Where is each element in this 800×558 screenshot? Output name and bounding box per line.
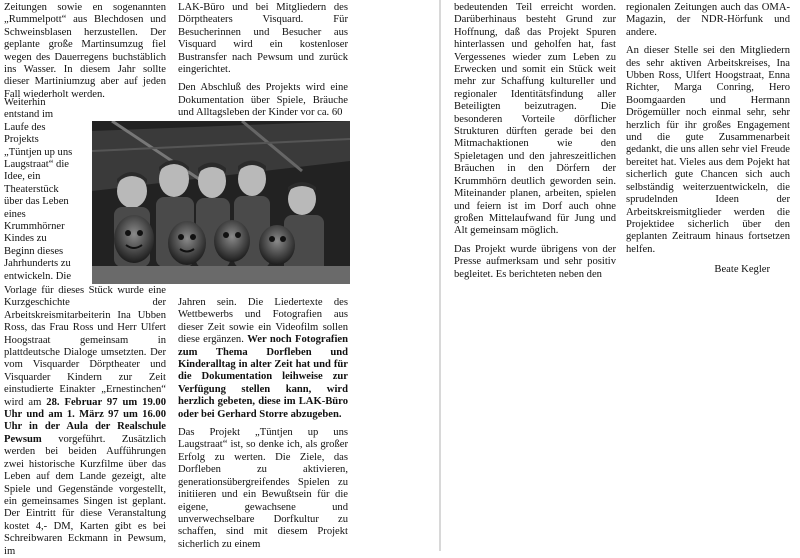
- wrap-line: Idee, ein: [4, 171, 41, 183]
- paragraph-dank: An dieser Stelle sei den Mitgliedern des sehr aktiven Arbeitskreises, Ina Ubben Ross, Ulfert Hoogstraat, Enna Richter, Marga Conring, Hero Boomgaarden und Hermann Drögemüller noch einmal sehr, sehr herzlich für ihr großes Engagement und die gute Zusammenarbeit gedankt, die uns allen sehr viel Freude bereitet hat. Vieles aus dem Pojekt hat sicherlich gute Chancen sich auch selbständig weiterzuentwickeln, die sprudelnden Ideen der Arbeitskreismitglieder werden die Projektidee sicherlich über den geplanten Zeitraum hinaus fortsetzen helfen.: [626, 45, 790, 255]
- photo-children-lanterns: [92, 121, 350, 284]
- paragraph-fazit: Das Projekt „Tüntjen up uns Laugstraat“ ist, so denke ich, als großer Erfolg zu werten. Die Ziele, das Dorfleben zu aktivieren, generationsübergreifendes Spielen zu initiieren und ein Bewußtsein für die eigene, gewachsene und unverwechselbare Dorfkultur zu schaffen, sind mit diesem Projekt sicherlich zu einem: [178, 427, 348, 550]
- text-auffuehrungstermine: 28. Februar 97 um 19.00 Uhr und am 1. März 97 um 16.00 Uhr in der Aula der Realschule Pewsum: [4, 396, 166, 445]
- paragraph-hoffnung: bedeutenden Teil erreicht worden. Darüberhinaus besteht Grund zur Hoffnung, daß das Projekt Spuren hinterlassen und geholfen hat, fast Vergessenes wieder zum Leben zu Erwecken und somit ein Stück weit mehr zur Schaffung kultureller und regionaler Identitätsfindung aller Beteiligten beizutragen. Die besonderen Vorteile dörflicher Strukturen dürften gerade bei den Mitmachaktionen wie den Spieletagen und den jahreszeitlichen Bräuchen in den Dörfern der Krummhörn deutlich geworden sein. Miteinander planen, arbeiten, spielen und feiern ist im Dorf auch ohne großen Mittelaufwand für Jung und Alt gemeinsam möglich.: [454, 2, 616, 237]
- column-b-bottom: [178, 297, 348, 551]
- column-d: [626, 2, 790, 256]
- wrap-line: Jahrhunderts zu: [4, 258, 71, 270]
- paragraph-liedertexte: [178, 297, 348, 421]
- wrap-line: Kindes zu: [4, 233, 47, 245]
- column-a-top: [4, 2, 166, 101]
- paragraph-presse: Das Projekt wurde übrigens von der Presse aufmerksam und sehr positiv begleitet. Es berichteten neben den: [454, 243, 616, 280]
- wrap-line: entstand im: [4, 109, 54, 121]
- wrap-line: Krummhörner: [4, 221, 65, 233]
- paragraph-rummelpott: Zeitungen sowie en sogenannten „Rummelpott“ aus Blechdosen und Schweinsblasen herzustellen. Der geplante große Martinsumzug fiel wegen des Dauerregens buchstäblich ins Wasser. In diesem Jahr sollte dieser Martiniumzug aber auf jeden Fall wiederholt werden.: [4, 2, 166, 100]
- column-a-bottom: [4, 285, 166, 558]
- wrap-line: über das Leben: [4, 196, 69, 208]
- wrap-line: „Tüntjen up uns: [4, 146, 73, 158]
- text-liedertexte: Jahren sein. Die Liedertexte des Wettbewerbs und Fotografien aus dieser Zeit sowie ein Videofilm sollen diese ergänzen.: [178, 297, 348, 346]
- wrap-line: entwickeln. Die: [4, 270, 72, 282]
- wrap-line: Theaterstück: [4, 183, 59, 195]
- wrap-line: Projekts: [4, 134, 39, 146]
- column-c: [454, 2, 616, 281]
- photo-illustration: [92, 121, 350, 284]
- column-b-top: [178, 2, 348, 120]
- wrap-line: Beginn dieses: [4, 245, 64, 257]
- wrap-line: Laugstraat“ die: [4, 159, 70, 171]
- wrap-line: Weiterhin: [4, 97, 46, 108]
- author-signature: Beate Kegler: [714, 264, 770, 275]
- paragraph-vorlage: [4, 285, 166, 558]
- paragraph-lak-buero: LAK-Büro und bei Mitgliedern des Dörptheaters Visquard. Für Besucherinnen und Besucher aus Visquard wird ein kostenloser Bustransfer nach Pewsum und zurück eingerichtet.: [178, 2, 348, 76]
- wrap-line: eines: [4, 208, 26, 220]
- text-aufruf-fotografien: Wer noch Fotografien zum Thema Dorfleben und Kinderalltag in alter Zeit hat und für die Dokumentation leihweise zur Verfügung stellen kann, wird herzlich gebeten, diese im LAK-Büro oder bei Gerhard Storre abzugeben.: [178, 334, 348, 420]
- paragraph-oma-magazin: regionalen Zeitungen auch das OMA-Magazin, der NDR-Hörfunk und andere.: [626, 2, 790, 38]
- wrap-line: Laufe des: [4, 121, 46, 133]
- paragraph-dokumentation: Den Abschluß des Projekts wird eine Dokumentation über Spiele, Bräuche und Alltagsleben der Kinder vor ca. 60: [178, 82, 348, 119]
- wrap-text-theaterstueck: [4, 97, 86, 283]
- text-vorlage: Vorlage für dieses Stück wurde eine Kurzgeschichte der Arbeitskreismitarbeiterin Ina Ubben Ross, das Frau Ross und Herr Ulfert Hoogstraat gemeinsam in plattdeutsche Dialoge umsetzten. Der vom Visquarder Dörptheater und Visquarder Kindern zur Zeit einstudierte Einakter „Ernestinchen“ wird am: [4, 285, 166, 408]
- right-page: [440, 0, 800, 551]
- text-zusaetzlich: vorgeführt. Zusätzlich werden bei beiden Aufführungen zwei historische Kurzfilme über das Leben auf dem Lande gezeigt, alte Spiele und Gegenstände vorgestellt, ein gemeinsames Singen ist geplant. Der Eintritt für diese Veranstaltung kostet 4,- DM, Karten gibt es bei Schreibwaren Eckmann in Pewsum, im: [4, 433, 166, 557]
